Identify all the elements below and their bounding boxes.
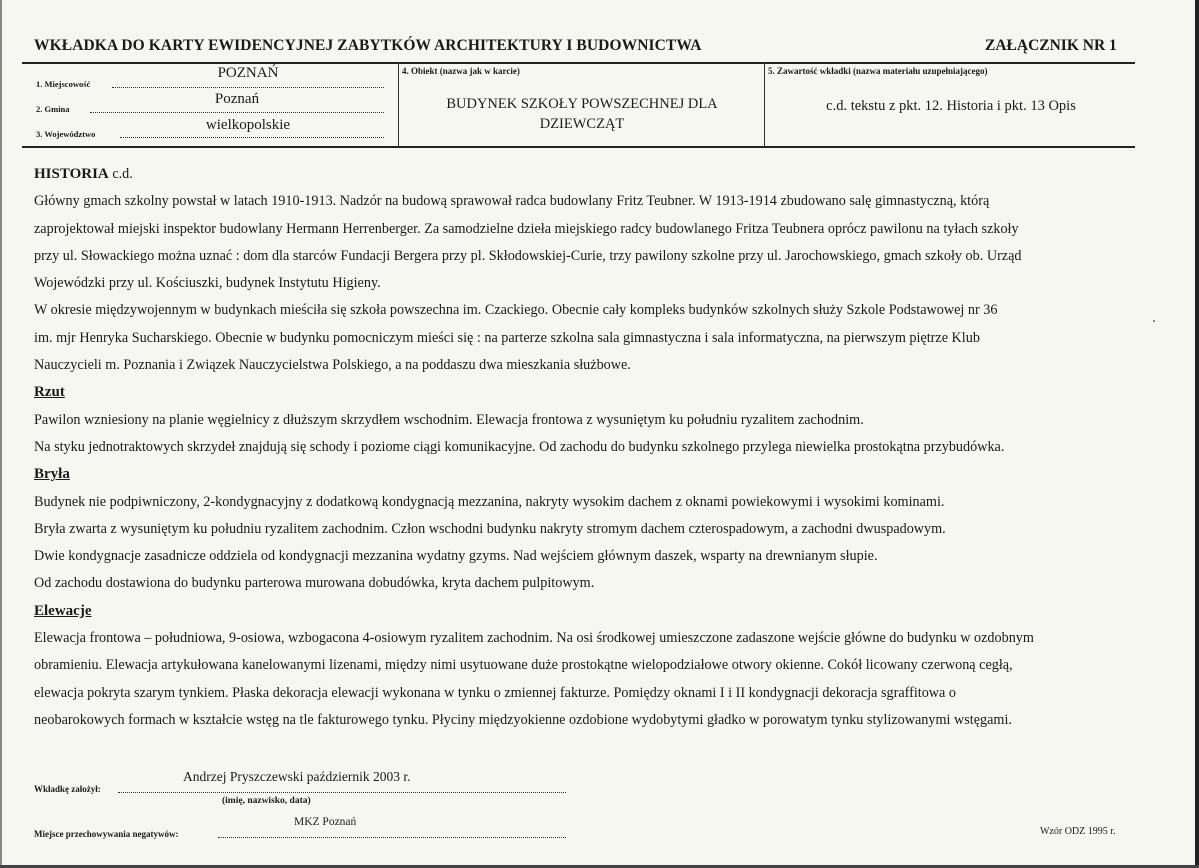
field-value-gmina: Poznań: [214, 91, 260, 107]
field-label-miejscowosc: 1. Miejscowość: [36, 79, 91, 89]
zalozyl-value: Andrzej Pryszczewski październik 2003 r.: [183, 769, 411, 784]
form-template-id: Wzór ODZ 1995 r.: [1040, 826, 1116, 837]
negatywy-value: MKZ Poznań: [294, 816, 357, 828]
historia-line: zaprojektował miejski inspektor budowlany Hermann Herrenberger. Za samodzielne dzieła miejskiego radcy budowlanego Fritza Teubnera oprócz pawilonu na tyłach szkoły: [34, 220, 1019, 237]
field-dots-miejscowosc: [112, 87, 384, 88]
elewacje-line: obramieniu. Elewacja artykułowana kanelowanymi lizenami, między nimi usytuowane duże prostokątne wielopodziałowe otwory okienne. Cokół licowany czerwoną cegłą,: [34, 657, 1013, 674]
field-value-miejscowosc: POZNAŃ: [217, 65, 279, 81]
historia-line: Główny gmach szkolny powstał w latach 1910-1913. Nadzór na budową sprawował radca budowlany Fritz Teubner. W 1913-1914 zbudowano salę gimnastyczną, którą: [34, 193, 990, 210]
rzut-line: Na styku jednotraktowych skrzydeł znajdują się schody i poziome ciągi komunikacyjne. Od zachodu do budynku szkolnego przylega niewielka prostokątna przybudówka.: [34, 438, 1005, 455]
bryla-line: Budynek nie podpiwniczony, 2-kondygnacyjny z dodatkową kondygnacją mezzanina, nakryty wysokim dachem z oknami powiekowymi i wysokimi kominami.: [34, 493, 945, 510]
historia-line: Nauczycieli m. Poznania i Związek Nauczycielstwa Polskiego, a na poddaszu dwa mieszkania służbowe.: [34, 357, 631, 374]
bryla-line: Od zachodu dostawiona do budynku parterowa murowana dobudówka, kryta dachem pulpitowym.: [34, 575, 595, 592]
obiekt-value-line2: DZIEWCZĄT: [539, 116, 625, 132]
zawartosc-label: 5. Zawartość wkładki (nazwa materiału uzupełniającego): [768, 66, 988, 76]
zalozyl-sub: (imię, nazwisko, data): [222, 796, 311, 806]
section-heading-rzut: Rzut: [34, 384, 65, 401]
historia-line: Wojewódzki przy ul. Kościuszki, budynek Instytutu Higieny.: [34, 275, 381, 292]
rzut-line: Pawilon wzniesiony na planie węgielnicy z dłuższym skrzydłem wschodnim. Elewacja frontowa z wysuniętym ku południu ryzalitem zachodnim.: [34, 411, 864, 428]
field-value-wojewodztwo: wielkopolskie: [205, 117, 291, 133]
obiekt-value-line1: BUDYNEK SZKOŁY POWSZECHNEJ DLA: [446, 96, 718, 112]
scan-edge-left: [0, 0, 2, 868]
form-title: WKŁADKA DO KARTY EWIDENCYJNEJ ZABYTKÓW ARCHITEKTURY I BUDOWNICTWA: [34, 37, 702, 54]
zalozyl-label: Wkładkę założył:: [34, 784, 101, 794]
field-label-gmina: 2. Gmina: [36, 104, 70, 114]
section-heading-bryla: Bryła: [34, 466, 70, 483]
field-dots-gmina: [90, 112, 384, 113]
historia-line: W okresie międzywojennym w budynkach mieściła się szkoła powszechna im. Czackiego. Obecnie cały kompleks budynków szkolnych służy Szkole Podstawowej nr 36: [34, 302, 998, 319]
bryla-line: Dwie kondygnacje zasadnicze oddziela od kondygnacji mezzanina wydatny gzyms. Nad wejściem głównym daszek, wsparty na drewnianym słupie.: [34, 548, 878, 565]
field-label-wojewodztwo: 3. Województwo: [36, 129, 96, 139]
scan-edge-right: [1195, 0, 1199, 868]
scan-speck: [1153, 320, 1155, 322]
zalozyl-dots: [118, 792, 566, 793]
column-divider-1: [398, 62, 399, 146]
section-heading-historia: HISTORIA c.d.: [34, 166, 133, 182]
obiekt-label: 4. Obiekt (nazwa jak w karcie): [402, 66, 520, 76]
field-dots-wojewodztwo: [120, 137, 384, 138]
column-divider-2: [764, 62, 765, 146]
negatywy-dots: [218, 837, 566, 838]
obiekt-value: [400, 94, 764, 134]
elewacje-line: neobarokowych formach w kształcie wstęg na tle fakturowego tynku. Płyciny międzyokienne ozdobione wydobytymi gładko w porowatym tynku stylizowanymi wstęgami.: [34, 711, 1012, 728]
body-text: [34, 161, 1144, 734]
zawartosc-value: c.d. tekstu z pkt. 12. Historia i pkt. 13 Opis: [826, 98, 1076, 114]
annex-number: ZAŁĄCZNIK NR 1: [985, 37, 1117, 54]
negatywy-label: Miejsce przechowywania negatywów:: [34, 829, 179, 839]
elewacje-line: Elewacja frontowa – południowa, 9-osiowa, wzbogacona 4-osiowym ryzalitem zachodnim. Na osi środkowej umieszczone zadaszone wejście główne do budynku w ozdobnym: [34, 630, 1034, 647]
section-heading-elewacje: Elewacje: [34, 602, 92, 619]
elewacje-line: elewacja pokryta szarym tynkiem. Płaska dekoracja elewacji wykonana w tynku o zmiennej fakturze. Pomiędzy oknami I i II kondygnacji dekoracja sgraffitowa o: [34, 684, 956, 701]
historia-line: im. mjr Henryka Sucharskiego. Obecnie w budynku pomocniczym mieści się : na parterze szkolna sala gimnastyczna i sala informatyczna, na pierwszym piętrze Klub: [34, 329, 980, 346]
bryla-line: Bryła zwarta z wysuniętym ku południu ryzalitem zachodnim. Człon wschodni budynku nakryty stromym dachem czterospadowym, a zachodni dwuspadowym.: [34, 520, 946, 537]
historia-line: przy ul. Słowackiego można uznać : dom dla starców Fundacji Bergera przy pl. Skłodowskiej-Curie, trzy pawilony szkolne przy ul. Jarochowskiego, gmach szkoły ob. Urząd: [34, 247, 1022, 264]
